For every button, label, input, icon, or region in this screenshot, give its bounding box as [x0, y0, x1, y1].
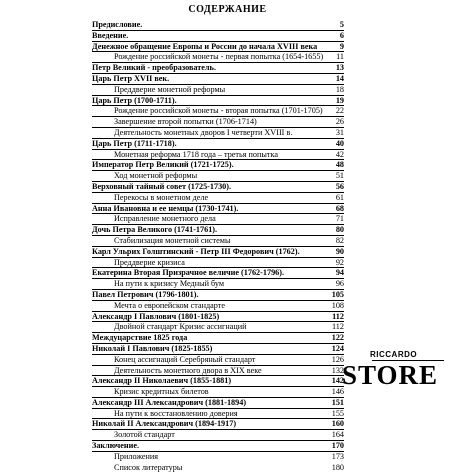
toc-entry-page: 173	[331, 451, 344, 461]
toc-entry-title: Рождение российской монеты - первая попытка (1654-1655)	[114, 52, 324, 62]
toc-entry	[92, 279, 344, 290]
toc-entry-page: 71	[335, 214, 344, 224]
toc-entry-page: 151	[331, 397, 344, 407]
toc-entry-title: Исправление монетного дела	[114, 214, 216, 224]
toc-entry	[92, 247, 344, 258]
toc-entry	[92, 312, 344, 323]
toc-entry-title: Царь Петр (1700-1711).	[92, 95, 177, 105]
toc-entry	[92, 117, 344, 128]
toc-entry	[92, 366, 344, 377]
toc-entry-page: 51	[335, 171, 344, 181]
toc-entry	[92, 204, 344, 215]
toc-entry	[92, 290, 344, 301]
toc-entry-title: Дочь Петра Великого (1741-1761).	[92, 225, 218, 235]
toc-entry-page: 11	[336, 52, 344, 62]
toc-entry-page: 132	[331, 365, 344, 375]
toc-entry-title: Ход монетной реформы	[114, 171, 198, 181]
toc-entry-page: 142	[331, 376, 344, 386]
toc-entry-page: 105	[331, 289, 344, 299]
toc-entry-page: 48	[335, 160, 344, 170]
toc-entry-title: Введение.	[92, 30, 129, 40]
toc-entry-page: 160	[331, 419, 344, 429]
toc-entry-page: 90	[335, 246, 344, 256]
toc-entry-page: 6	[339, 30, 344, 40]
toc-entry-title: Деятельность монетных дворов I четверти XVIII в.	[114, 127, 293, 137]
store-logo	[342, 348, 450, 396]
toc-entry	[92, 419, 344, 430]
toc-entry	[92, 74, 344, 85]
toc-entry-title: Преддверие кризиса	[114, 257, 185, 267]
toc-entry-page: 19	[335, 95, 344, 105]
toc-entry-title: Император Петр Великий (1721-1725).	[92, 160, 234, 170]
toc-entry-page: 80	[335, 225, 344, 235]
toc-entry-title: Екатерина Вторая Призрачное величие (1762-1796).	[92, 268, 285, 278]
toc-entry-title: Павел Петрович (1796-1801).	[92, 289, 199, 299]
toc-entry-page: 170	[331, 441, 344, 451]
page-title: СОДЕРЖАНИЕ	[188, 4, 267, 15]
toc-entry-page: 112	[332, 322, 344, 332]
toc-entry-page: 31	[335, 127, 344, 137]
toc-entry	[92, 268, 344, 279]
toc-entry	[92, 214, 344, 225]
toc-entry-title: Николай II Александрович (1894-1917)	[92, 419, 237, 429]
toc-entry-title: Список литературы	[114, 462, 183, 472]
toc-entry-title: Кризис кредитных билетов	[114, 387, 209, 397]
toc-entry-page: 68	[335, 203, 344, 213]
toc-entry-title: Николай I Павлович (1825-1855)	[92, 343, 213, 353]
toc-entry-page: 146	[331, 387, 344, 397]
toc-entry-title: Приложения	[114, 451, 159, 461]
toc-entry-title: Петр Великий - преобразователь.	[92, 63, 216, 73]
toc-entry	[92, 139, 344, 150]
toc-entry	[92, 85, 344, 96]
toc-entry	[92, 225, 344, 236]
toc-entry-page: 14	[335, 73, 344, 83]
toc-entry	[92, 20, 344, 31]
toc-entry-title: Денежное обращение Европы и России до начала XVIII века	[92, 41, 318, 51]
toc-entry	[92, 171, 344, 182]
toc-entry-page: 108	[331, 300, 344, 310]
toc-entry-page: 26	[335, 117, 344, 127]
toc-entry-page: 9	[339, 41, 344, 51]
toc-entry	[92, 322, 344, 333]
toc-entry-page: 94	[335, 268, 344, 278]
toc-entry-title: Конец ассигнаций Серебряный стандарт	[114, 354, 256, 364]
toc-entry-title: Золотой стандарт	[114, 430, 175, 440]
toc-entry-title: Деятельность монетного двора в XIX веке	[114, 365, 262, 375]
toc-entry	[92, 441, 344, 452]
toc-entry-title: Завершение второй попытки (1706-1714)	[114, 117, 257, 127]
toc-entry	[92, 333, 344, 344]
toc-entry-title: Рождение российской монеты - вторая попытка (1701-1705)	[114, 106, 323, 116]
toc-entry-page: 112	[332, 311, 344, 321]
toc-entry	[92, 258, 344, 269]
toc-entry-page: 82	[335, 235, 344, 245]
toc-entry-page: 164	[331, 430, 344, 440]
toc-entry	[92, 31, 344, 42]
toc-entry-page: 5	[339, 20, 344, 29]
toc-entry	[92, 160, 344, 171]
toc-entry-title: Царь Петр (1711-1718).	[92, 138, 177, 148]
toc-entry	[92, 63, 344, 74]
toc-entry-title: Мечта о европейском стандарте	[114, 300, 225, 310]
logo-top-text: RICCARDO	[370, 350, 418, 359]
toc-entry-page: 124	[331, 343, 344, 353]
toc-entry-page: 122	[331, 333, 344, 343]
table-of-contents	[92, 20, 344, 473]
toc-entry-title: На пути к восстановлению доверия	[114, 408, 238, 418]
toc-entry-page: 40	[335, 138, 344, 148]
toc-entry	[92, 344, 344, 355]
toc-entry-page: 61	[335, 192, 344, 202]
toc-entry-page: 126	[331, 354, 344, 364]
toc-entry	[92, 301, 344, 312]
logo-main-text: STORE	[342, 360, 439, 390]
toc-entry-title: Карл Ульрих Голштинский - Петр III Федорович (1762).	[92, 246, 300, 256]
toc-entry-page: 155	[331, 408, 344, 418]
toc-entry	[92, 42, 344, 53]
toc-entry	[92, 106, 344, 117]
toc-entry-title: Перекосы в монетном деле	[114, 192, 209, 202]
toc-entry-title: Стабилизация монетной системы	[114, 235, 231, 245]
toc-entry	[92, 452, 344, 463]
toc-entry	[92, 463, 344, 473]
toc-entry	[92, 193, 344, 204]
toc-entry	[92, 96, 344, 107]
toc-entry-title: На пути к кризису Медный бум	[114, 279, 225, 289]
toc-entry-title: Междуцарствие 1825 года	[92, 333, 188, 343]
toc-entry-page: 22	[335, 106, 344, 116]
toc-entry-page: 42	[335, 149, 344, 159]
toc-entry	[92, 355, 344, 366]
toc-entry-page: 56	[335, 181, 344, 191]
toc-entry	[92, 387, 344, 398]
toc-entry	[92, 52, 344, 63]
toc-entry	[92, 430, 344, 441]
toc-entry-page: 18	[335, 84, 344, 94]
toc-entry-title: Царь Петр XVII век.	[92, 73, 170, 83]
toc-entry-page: 180	[331, 462, 344, 472]
toc-entry-title: Монетная реформа 1718 года – третья попытка	[114, 149, 278, 159]
toc-entry-title: Заключение.	[92, 441, 140, 451]
toc-entry	[92, 409, 344, 420]
toc-entry	[92, 236, 344, 247]
toc-entry-page: 96	[335, 279, 344, 289]
toc-entry	[92, 182, 344, 193]
toc-entry-title: Преддверие монетной реформы	[114, 84, 226, 94]
toc-entry-title: Александр I Павлович (1801-1825)	[92, 311, 220, 321]
toc-entry	[92, 150, 344, 161]
toc-entry-page: 92	[335, 257, 344, 267]
toc-entry-title: Александр III Александрович (1881-1894)	[92, 397, 247, 407]
toc-entry-title: Двойной стандарт Кризис ассигнаций	[114, 322, 247, 332]
toc-entry-page: 13	[335, 63, 344, 73]
toc-entry-title: Анна Ивановна и ее немцы (1730-1741).	[92, 203, 239, 213]
toc-entry	[92, 128, 344, 139]
toc-entry-title: Верховный тайный совет (1725-1730).	[92, 181, 232, 191]
toc-entry-title: Предисловие.	[92, 20, 143, 29]
toc-entry	[92, 376, 344, 387]
toc-entry-title: Александр II Николаевич (1855-1881)	[92, 376, 232, 386]
